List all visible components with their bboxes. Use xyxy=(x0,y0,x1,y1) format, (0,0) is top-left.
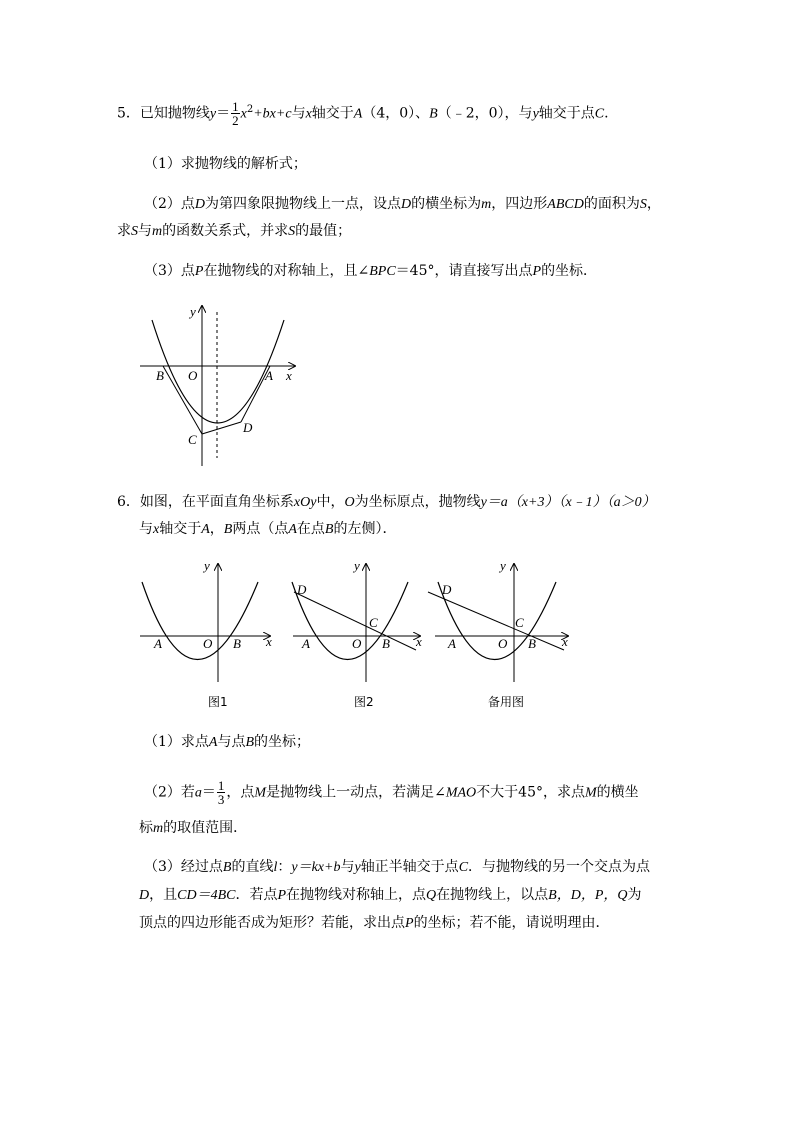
q6-part3-line2: D，且CD＝4BC．若点P在抛物线对称轴上，点Q在抛物线上，以点B，D，P，Q为 xyxy=(139,887,642,903)
q5-part3: （3）点P在抛物线的对称轴上，且∠BPC＝45°，请直接写出点P的坐标． xyxy=(144,263,598,279)
fig3-label-B: B xyxy=(528,636,536,651)
fig2-label-y: y xyxy=(354,558,360,573)
q6-figure-3 xyxy=(428,558,568,709)
q5-part1: （1）求抛物线的解析式； xyxy=(144,156,307,172)
q6-number: 6． xyxy=(117,494,140,510)
q5-fraction: $\frac{1}{2}$ xyxy=(232,99,239,129)
fig2-label-O: O xyxy=(352,636,362,651)
fig3-label-x: x xyxy=(562,634,568,649)
fig3-caption: 备用图 xyxy=(488,695,525,709)
q5-figure xyxy=(130,298,310,470)
fig1-label-B: B xyxy=(233,636,241,651)
q5-label-C: C xyxy=(188,432,197,447)
fig1-label-A: A xyxy=(154,636,162,651)
fig2-label-C: C xyxy=(369,615,378,630)
q5-label-x: x xyxy=(286,368,292,383)
fig3-label-C: C xyxy=(515,615,524,630)
q5-label-D: D xyxy=(243,420,253,435)
q5-part2-line2: 求S与m的函数关系式，并求S的最值； xyxy=(117,223,352,239)
q6-part1: （1）求点A与点B的坐标； xyxy=(144,734,311,750)
fig1-label-x: x xyxy=(266,634,272,649)
q5-label-A: A xyxy=(265,368,273,383)
q5-segment-CD xyxy=(202,422,241,434)
q6-part3-line3: 顶点的四边形能否成为矩形？若能，求出点P的坐标；若不能，请说明理由． xyxy=(139,915,610,931)
fig3-label-y: y xyxy=(500,558,506,573)
q6-figure-1 xyxy=(140,558,272,709)
fig1-label-O: O xyxy=(203,636,213,651)
fig1-label-y: y xyxy=(204,558,210,573)
q6-part2-line2: 标m的取值范围． xyxy=(139,820,248,836)
q5-label-y: y xyxy=(190,304,196,319)
q6-stem-line2: 与x轴交于A，B两点（点A在点B的左侧）． xyxy=(139,521,397,537)
q5-part2-line1: （2）点D为第四象限抛物线上一点，设点D的横坐标为m，四边形ABCD的面积为S， xyxy=(144,196,661,212)
q6-part3-line1: （3）经过点B的直线l：y＝kx+b与y轴正半轴交于点C．与抛物线的另一个交点为点 xyxy=(144,859,651,875)
fig2-label-D: D xyxy=(297,582,307,597)
q5-stem: 5．已知抛物线y＝ $\frac{1}{2}$ $x^2+bx+c$与x轴交于A（4，0）、B（﹣2，0），与y轴交于点C. xyxy=(117,99,609,129)
q6-fraction: $\frac{1}{3}$ xyxy=(217,778,225,807)
fig3-label-D: D xyxy=(442,582,452,597)
q6-part2-line1: （2）若a＝ $\frac{1}{3}$ ，点M是抛物线上一动点，若满足∠MAO不大于45°，求点M的横坐 xyxy=(144,778,639,807)
fig2-label-x: x xyxy=(416,634,422,649)
fig3-label-A: A xyxy=(448,636,456,651)
q6-figures xyxy=(130,552,580,717)
fig2-label-A: A xyxy=(302,636,310,651)
q5-label-B: B xyxy=(156,368,164,383)
q5-label-O: O xyxy=(188,368,198,383)
fig1-caption: 图1 xyxy=(208,695,228,709)
fig3-label-O: O xyxy=(498,636,508,651)
q6-stem-line1: 6．如图，在平面直角坐标系xOy中，O为坐标原点，抛物线y＝a（x+3）（x﹣1）（a＞0） xyxy=(117,494,656,510)
fig2-caption: 图2 xyxy=(354,695,374,709)
q5-number: 5． xyxy=(117,105,140,122)
q6-figure-2 xyxy=(292,558,422,709)
fig2-label-B: B xyxy=(382,636,390,651)
